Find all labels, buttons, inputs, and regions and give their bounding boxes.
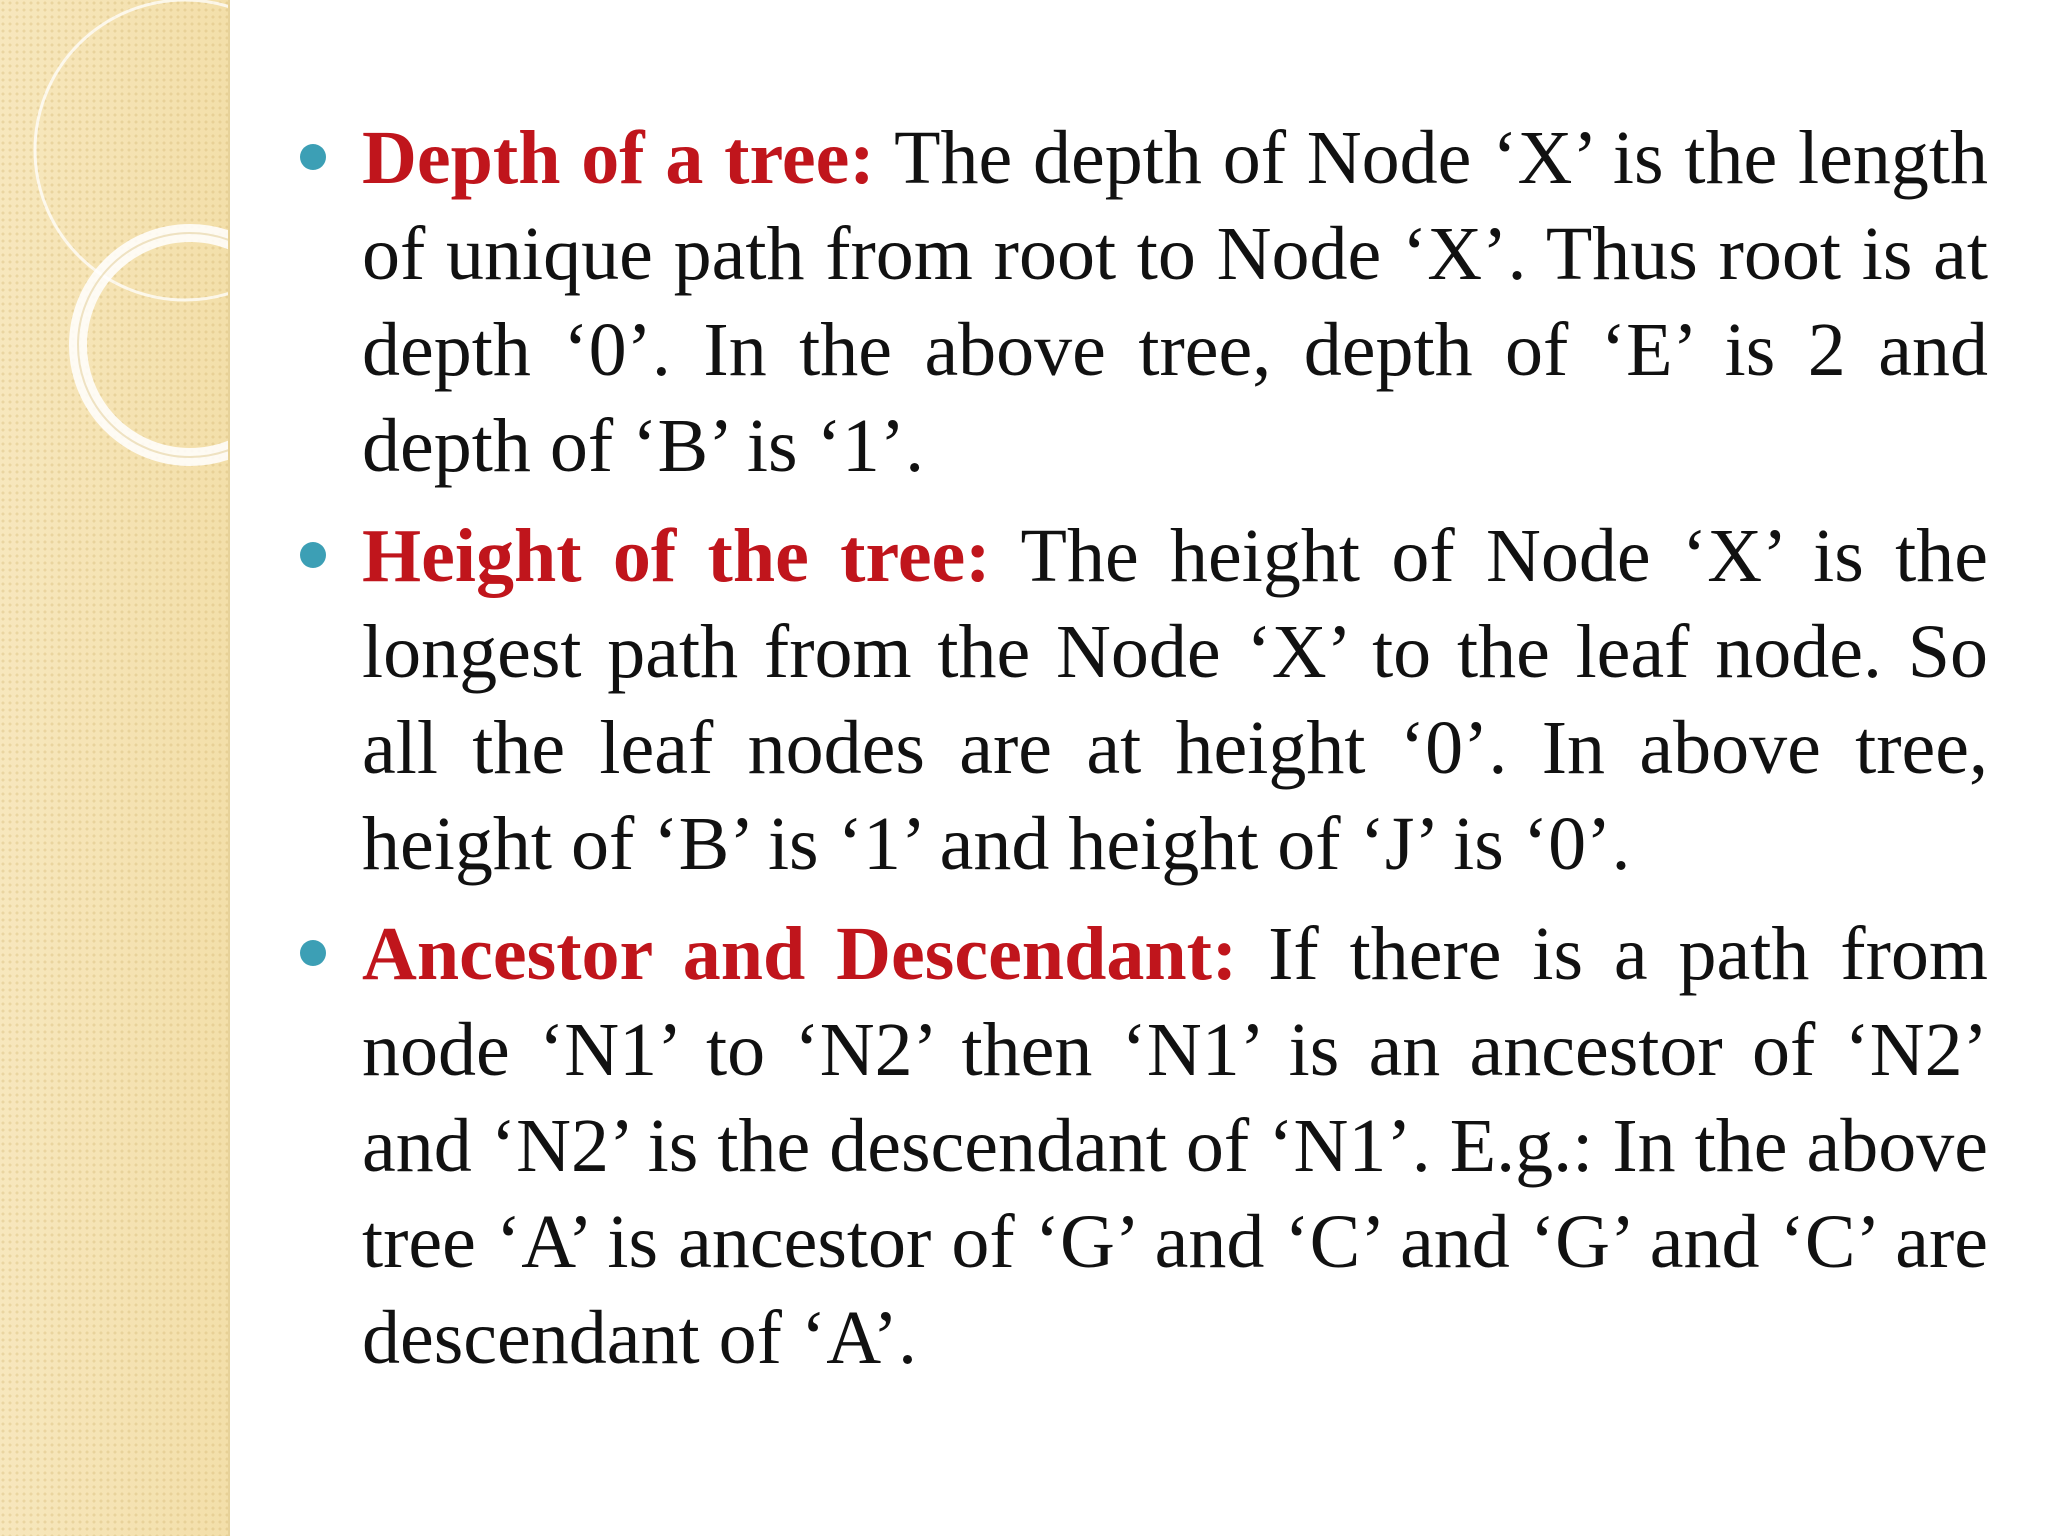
bullet-height-of-tree	[300, 508, 1988, 892]
definition-ancestor-descendant: If there is a path from node ‘N1’ to ‘N2’ then ‘N1’ is an ancestor of ‘N2’ and ‘N2’ is the descendant of ‘N1’. E.g.: In the above tree ‘A’ is ancestor of ‘G’ and ‘C’ and ‘G’ and ‘C’ are descendant of ‘A’.	[362, 912, 1988, 1380]
bullet-ancestor-descendant	[300, 906, 1988, 1386]
definition-height-of-tree: The height of Node ‘X’ is the longest path from the Node ‘X’ to the leaf node. So all the leaf nodes are at height ‘0’. In above tree, height of ‘B’ is ‘1’ and height of ‘J’ is ‘0’.	[362, 514, 1988, 886]
bullet-depth-of-tree	[300, 110, 1988, 494]
term-depth-of-tree: Depth of a tree:	[362, 116, 875, 200]
decorative-rings-graphic	[0, 0, 228, 520]
bullet-dot-icon	[300, 542, 326, 568]
bullet-dot-icon	[300, 940, 326, 966]
term-ancestor-descendant: Ancestor and Descendant:	[362, 912, 1238, 996]
decorative-side-strip	[0, 0, 230, 1536]
term-height-of-tree: Height of the tree:	[362, 514, 991, 598]
bullet-list	[300, 110, 1988, 1400]
definition-depth-of-tree: The depth of Node ‘X’ is the length of unique path from root to Node ‘X’. Thus root is at depth ‘0’. In the above tree, depth of ‘E’ is 2 and depth of ‘B’ is ‘1’.	[362, 116, 1989, 488]
bullet-dot-icon	[300, 144, 326, 170]
